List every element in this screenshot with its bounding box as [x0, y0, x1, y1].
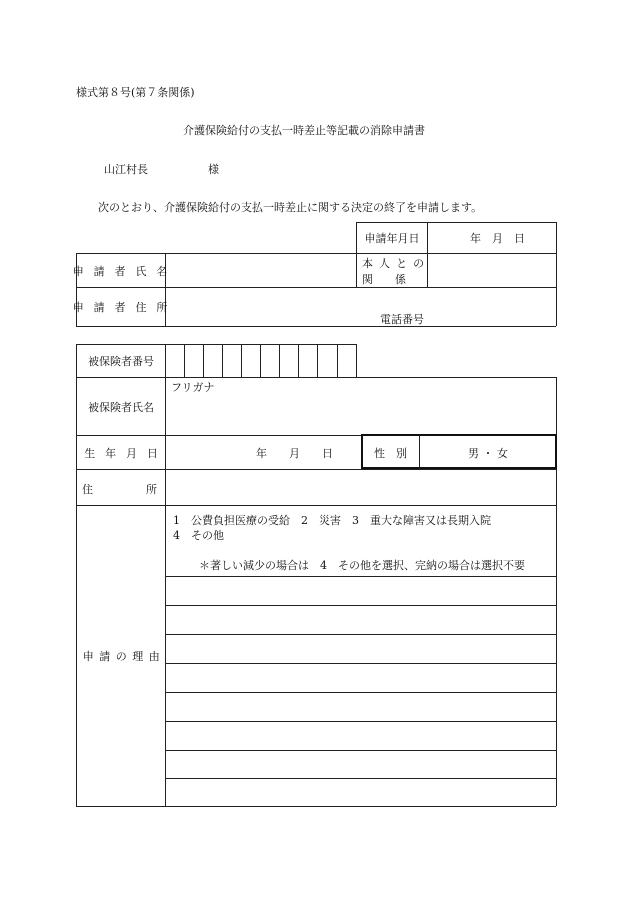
document-title: 介護保険給付の支払一時差止等記載の消除申請書 [183, 124, 425, 137]
relation-label-line1: 本人との [362, 257, 431, 270]
applicant-name-label: 申請者氏名 [72, 264, 178, 278]
addressee: 山江村長 [104, 163, 148, 176]
reason-line-3[interactable] [166, 635, 556, 663]
reason-note: ＊著しい減少の場合は 4 その他を選択、完納の場合は選択不要 [199, 559, 525, 572]
birth-date-label: 生年月日 [84, 446, 168, 460]
reason-line-2[interactable] [166, 606, 556, 634]
insured-name-field[interactable] [166, 395, 556, 435]
reason-line-7[interactable] [166, 751, 556, 778]
addressee-honorific: 様 [208, 163, 219, 176]
insured-name-label: 被保険者氏名 [88, 400, 154, 414]
applicant-address-field[interactable] [166, 288, 556, 326]
reason-line-8[interactable] [166, 779, 556, 806]
reason-label: 申請の理由 [82, 650, 166, 663]
phone-label: 電話番号 [380, 313, 424, 326]
reason-line-6[interactable] [166, 722, 556, 750]
intro-text: 次のとおり、介護保険給付の支払一時差止に関する決定の終了を申請します。 [98, 201, 483, 214]
form-number: 様式第８号(第７条関係) [76, 86, 195, 99]
insured-address-label-1: 住 [82, 483, 93, 496]
furigana-label: フリガナ [171, 381, 215, 394]
reason-line-4[interactable] [166, 664, 556, 692]
reason-line-5[interactable] [166, 693, 556, 721]
reason-line-1[interactable] [166, 577, 556, 605]
insured-address-field[interactable] [166, 470, 556, 505]
gender-selector[interactable]: 男 ・ 女 [468, 446, 508, 460]
relation-label-line2: 関 係 [362, 273, 406, 286]
reason-options-line1[interactable]: 1 公費負担医療の受給 2 災害 3 重大な障害又は長期入院 [173, 514, 491, 527]
insured-address-label-2: 所 [146, 483, 157, 496]
birth-date-value[interactable]: 年 月 日 [256, 446, 333, 460]
applicant-address-label: 申請者住所 [72, 301, 178, 314]
application-date-label: 申請年月日 [364, 232, 420, 245]
gender-label: 性 別 [374, 446, 407, 460]
insured-number-field[interactable] [166, 345, 356, 377]
applicant-name-field[interactable] [166, 254, 356, 287]
application-date-value[interactable]: 年 月 日 [470, 232, 525, 245]
insured-number-label: 被保険者番号 [88, 355, 154, 368]
reason-options-line2[interactable]: 4 その他 [173, 529, 224, 542]
relation-field[interactable] [428, 254, 556, 287]
